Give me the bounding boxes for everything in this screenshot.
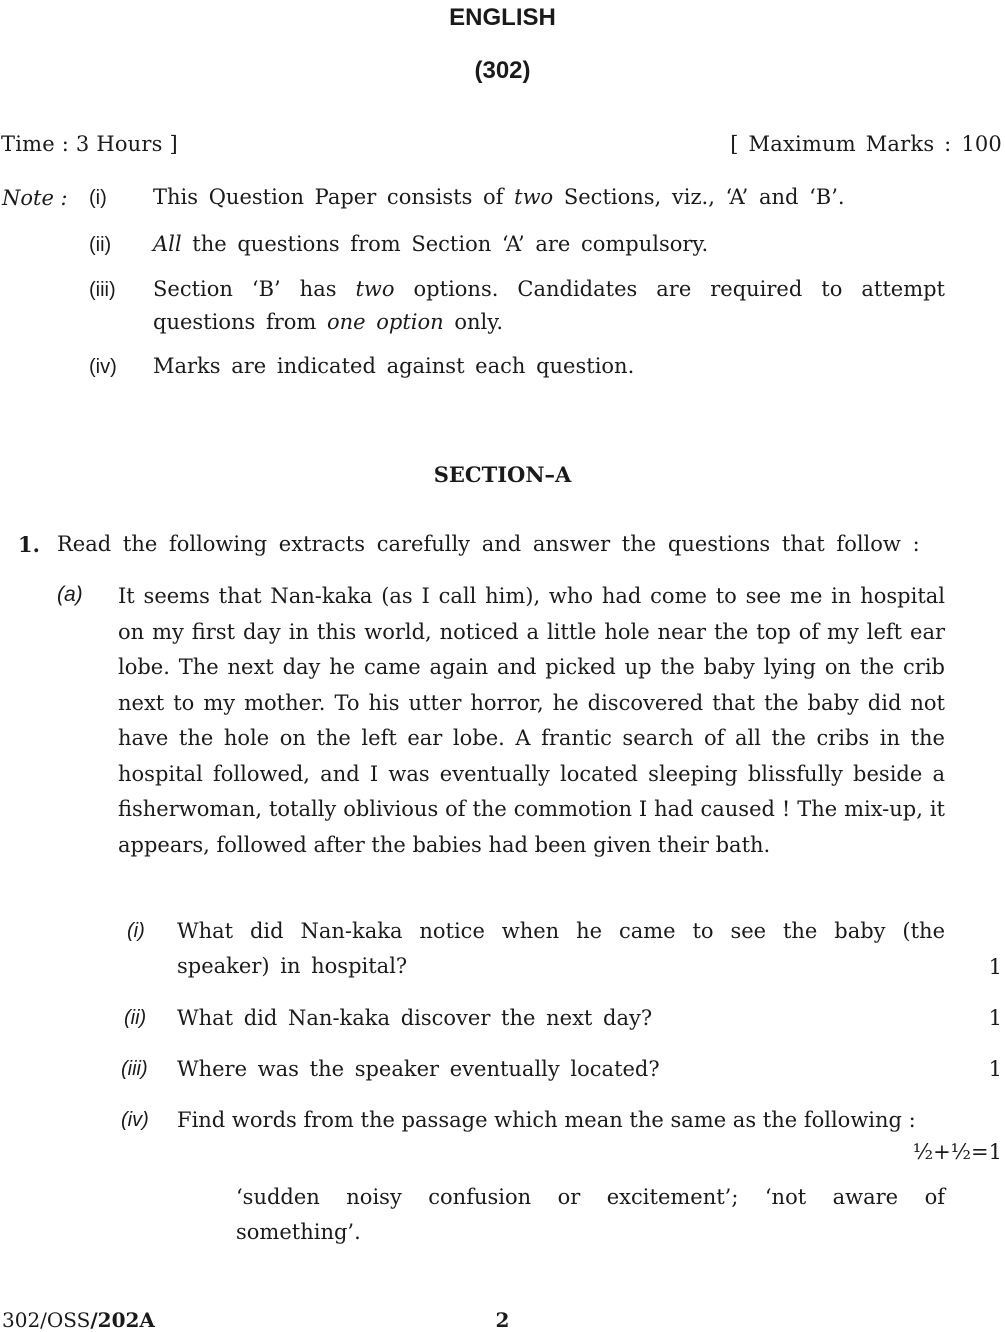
note-item-number: (i) [89, 187, 107, 209]
part-label: (a) [57, 583, 83, 606]
reading-passage: It seems that Nan-kaka (as I call him), who had come to see me in hospital on my first day in this world, noticed a little hole near the top of my left ear lobe. The next day he came again and picked up the baby lying on the crib next to my mother. To his utter horror, he discovered that the baby did not have the hole on the left ear lobe. A frantic search of all the cribs in the hospital followed, and I was eventually located sleeping blissfully beside a fisherwoman, totally oblivious of the commotion I had caused ! The mix-up, it appears, followed after the babies had been given their bath. [118, 584, 945, 857]
subquestion-label: (iii) [121, 1058, 148, 1080]
subquestion-label: (iv) [121, 1109, 149, 1131]
time-allowed: Time : 3 Hours ] [1, 132, 178, 156]
subquestion-1: What did Nan-kaka notice when he came to see the baby (the speaker) in hospital? [177, 919, 945, 978]
question-number: 1. [18, 532, 40, 557]
note-item-number: (iv) [89, 356, 117, 378]
note-item-number: (ii) [89, 234, 112, 256]
paper-footer-code: 302/OSS/202A [2, 1308, 155, 1332]
page-number: 2 [495, 1308, 510, 1332]
subquestion-label: (ii) [124, 1007, 147, 1029]
paper-code: (302) [474, 57, 531, 84]
note-item-4: Marks are indicated against each question. [153, 354, 635, 378]
subquestion-2: What did Nan-kaka discover the next day? [177, 1006, 653, 1030]
marks-value: 1 [988, 1057, 1002, 1081]
note-label: Note : [2, 186, 68, 210]
note-item-1: This Question Paper consists of two Sections, viz., ‘A’ and ‘B’. [153, 185, 845, 209]
paper-subject: ENGLISH [449, 4, 556, 31]
note-item-2: All the questions from Section ‘A’ are compulsory. [153, 232, 709, 256]
section-title: SECTION–A [433, 462, 572, 487]
subquestion-4: Find words from the passage which mean the same as the following : [177, 1108, 916, 1132]
note-item-number: (iii) [89, 279, 116, 301]
words-to-find: ‘sudden noisy confusion or excitement’; ‘not aware of something’. [236, 1185, 945, 1244]
marks-value: 1 [988, 1006, 1002, 1030]
marks-value: ½+½=1 [912, 1140, 1002, 1164]
marks-value: 1 [988, 955, 1002, 979]
subquestion-label: (i) [127, 920, 145, 942]
question-instruction: Read the following extracts carefully and answer the questions that follow : [57, 532, 920, 556]
subquestion-3: Where was the speaker eventually located? [177, 1057, 660, 1081]
maximum-marks: [ Maximum Marks : 100 [730, 132, 1002, 156]
note-item-3: Section ‘B’ has two options. Candidates are required to attempt questions from one option only. [153, 277, 945, 334]
